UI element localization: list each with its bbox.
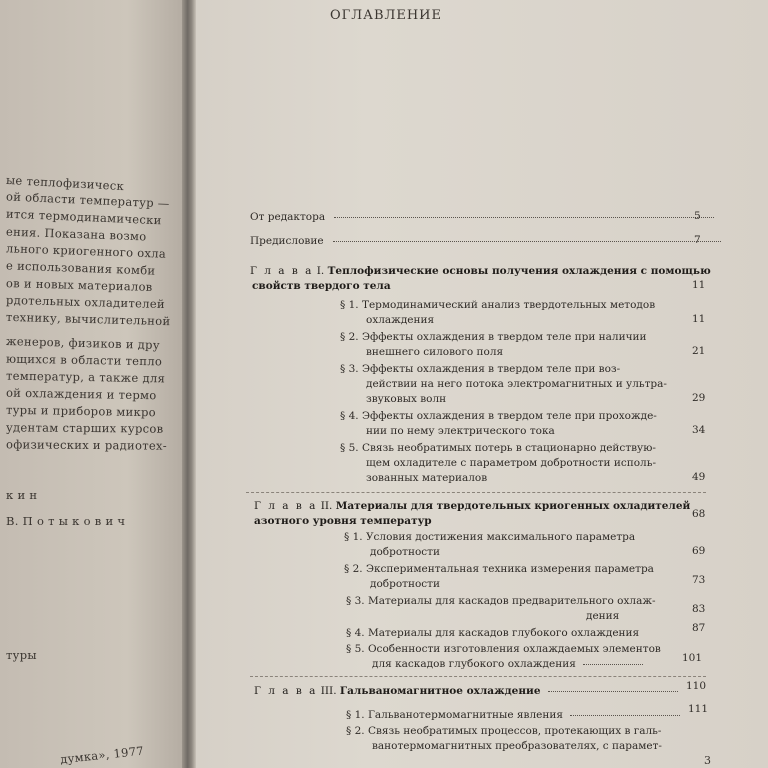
folio: 3 <box>704 754 711 767</box>
leader-dots <box>333 241 721 242</box>
page-number: 11 <box>692 313 706 325</box>
chapter-number: II. <box>320 500 333 512</box>
toc-section <box>340 298 655 328</box>
left-line: ой области температур — <box>5 189 170 211</box>
section-title: дения <box>586 610 620 622</box>
section-title: зованных материалов <box>366 472 488 484</box>
page-number: 11 <box>692 279 706 291</box>
section-number: § 3. <box>346 595 365 607</box>
toc-section <box>346 724 662 754</box>
section-title: охлаждения <box>366 314 435 326</box>
leader-dots <box>334 217 714 218</box>
toc-entry-editor <box>250 210 714 225</box>
toc-section <box>344 562 654 592</box>
page-number: 49 <box>692 471 706 483</box>
page-number: 87 <box>692 622 706 634</box>
section-title: Эффекты охлаждения в твердом теле при прохожде- <box>361 410 657 422</box>
section-number: § 4. <box>340 410 359 422</box>
right-page <box>196 0 768 768</box>
chapter-heading <box>250 264 711 294</box>
section-title: Условия достижения максимального параметра <box>365 531 636 543</box>
left-fragment: туры <box>6 648 37 662</box>
chapter-title: Гальваномагнитное охлаждение <box>339 685 541 697</box>
section-number: § 4. <box>346 627 365 639</box>
toc-title: ОГЛАВЛЕНИЕ <box>330 8 443 23</box>
page-number: 111 <box>688 703 709 715</box>
toc-section <box>346 708 680 723</box>
left-line: ения. Показана возмо <box>5 224 147 244</box>
left-line: рдотельных охладителей <box>5 292 166 312</box>
chapter-title: Материалы для твердотельных криогенных охладителей <box>335 500 691 512</box>
toc-section <box>346 594 656 624</box>
section-title: добротности <box>370 546 440 558</box>
divider <box>250 676 706 677</box>
chapter-title: азотного уровня температур <box>254 515 432 527</box>
section-title: звуковых волн <box>366 393 447 405</box>
section-title: внешнего силового поля <box>366 346 504 358</box>
section-title: Экспериментальная техника измерения параметра <box>365 563 654 575</box>
section-title: Эффекты охлаждения в твердом теле при воз- <box>361 363 621 375</box>
toc-section <box>344 530 635 560</box>
page-number: 7 <box>694 234 701 246</box>
section-title: Гальванотермомагнитные явления <box>367 709 563 721</box>
toc-section <box>340 409 657 439</box>
left-line: ющихся в области тепло <box>5 351 163 369</box>
left-line: офизических и радиотех- <box>5 437 168 453</box>
chapter-number: III. <box>320 685 337 697</box>
section-number: § 2. <box>344 563 363 575</box>
page-number: 29 <box>692 392 706 404</box>
chapter-number: I. <box>316 265 325 277</box>
section-title: добротности <box>370 578 440 590</box>
leader-dots <box>583 664 643 665</box>
author-label: к и н <box>6 488 38 502</box>
section-title: ванотермомагнитных преобразователях, с парамет- <box>372 740 662 752</box>
left-line: технику, вычислительной <box>5 309 171 329</box>
left-line: женеров, физиков и дру <box>5 333 161 353</box>
page-number: 73 <box>692 574 706 586</box>
toc-section <box>346 626 639 641</box>
left-line: ой охлаждения и термо <box>5 385 157 403</box>
section-number: § 2. <box>346 725 365 737</box>
section-title: Материалы для каскадов глубокого охлаждения <box>367 627 640 639</box>
section-title: Материалы для каскадов предварительного охлаж- <box>367 595 656 607</box>
page-number: 68 <box>692 508 706 520</box>
divider <box>246 492 706 493</box>
page-number: 83 <box>692 603 706 615</box>
section-number: § 2. <box>340 331 359 343</box>
section-number: § 1. <box>344 531 363 543</box>
page-number: 110 <box>686 680 707 692</box>
left-page <box>0 0 182 768</box>
left-line: льного криогенного охла <box>5 241 167 261</box>
publisher-line: думка», 1977 <box>59 743 145 767</box>
toc-entry-preface <box>250 234 721 249</box>
editor-name: В. П о т ы к о в и ч <box>6 514 126 528</box>
chapter-label: Г л а в а <box>254 685 318 697</box>
section-title: Связь необратимых потерь в стационарно действую- <box>361 442 656 454</box>
left-line: туры и приборов микро <box>5 402 157 420</box>
section-number: § 1. <box>346 709 365 721</box>
book-gutter <box>182 0 196 768</box>
chapter-label: Г л а в а <box>250 265 314 277</box>
section-number: § 5. <box>340 442 359 454</box>
section-title: Особенности изготовления охлаждаемых элементов <box>367 643 661 655</box>
section-title: Термодинамический анализ твердотельных методов <box>361 299 656 311</box>
chapter-title: свойств твердого тела <box>252 280 391 292</box>
page-number: 101 <box>682 652 703 664</box>
page-number: 5 <box>694 210 701 222</box>
section-title: для каскадов глубокого охлаждения <box>372 658 576 670</box>
leader-dots <box>570 715 680 716</box>
toc-section <box>346 642 661 672</box>
left-line: ые теплофизическ <box>5 172 125 194</box>
chapter-title: Теплофизические основы получения охлаждения с помощью <box>327 265 711 277</box>
left-line: температур, а также для <box>5 368 166 386</box>
toc-section <box>340 441 656 486</box>
section-title: Эффекты охлаждения в твердом теле при наличии <box>361 331 647 343</box>
entry-text: Предисловие <box>250 235 324 247</box>
entry-text: От редактора <box>250 211 326 223</box>
section-title: щем охладителе с параметром добротности исполь- <box>366 457 656 469</box>
section-number: § 1. <box>340 299 359 311</box>
page-number: 21 <box>692 345 706 357</box>
left-line: удентам старших курсов <box>5 420 164 436</box>
left-line: ов и новых материалов <box>5 276 153 294</box>
section-number: § 3. <box>340 363 359 375</box>
leader-dots <box>548 691 678 692</box>
toc-section <box>340 362 667 407</box>
page-number: 34 <box>692 424 706 436</box>
section-title: нии по нему электрического тока <box>366 425 555 437</box>
left-line: ится термодинамически <box>5 206 162 228</box>
chapter-heading <box>254 684 678 699</box>
left-line: е использования комби <box>5 258 156 278</box>
section-number: § 5. <box>346 643 365 655</box>
section-title: Связь необратимых процессов, протекающих в галь- <box>367 725 662 737</box>
chapter-label: Г л а в а <box>254 500 318 512</box>
page-number: 69 <box>692 545 706 557</box>
section-title: действии на него потока электромагнитных и ультра- <box>366 378 667 390</box>
chapter-heading <box>254 499 690 529</box>
toc-section <box>340 330 647 360</box>
